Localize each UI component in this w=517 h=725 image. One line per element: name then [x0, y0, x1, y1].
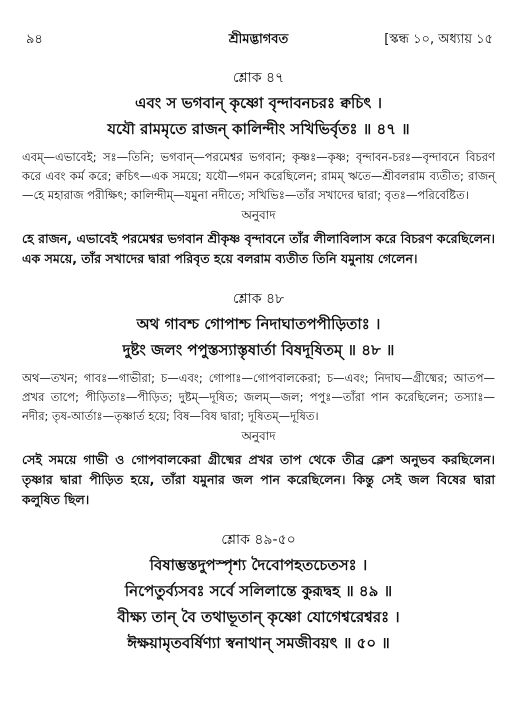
verse-line: বীক্ষ্য তান্ বৈ তথাভূতান্ কৃষ্ণো যোগেশ্বরেশ্বরঃ । [117, 608, 400, 626]
shloka-number: শ্লোক ৪৯-৫০ [221, 532, 296, 548]
verse-line: এবং স ভগবান্ কৃষ্ণো বৃন্দাবনচরঃ ক্বচিৎ । [135, 94, 382, 112]
page-number: ৯৪ [26, 32, 43, 47]
translation-text: সেই সময়ে গাভী ও গোপবালকেরা গ্রীষ্মের প্রখর তাপ থেকে তীব্র ক্লেশ অনুভব করছিলেন। তৃষ্ণার দ্বারা পীড়িত হয়ে, তাঁরা যমুনার জল পান করেছিলেন। কিন্তু সেই জল বিষের দ্বারা কলুষিত ছিল। [22, 452, 495, 507]
verse-line: অথ গাবশ্চ গোপাশ্চ নিদাঘাতপপীড়িতাঃ । [136, 315, 381, 333]
shloka-49-50-section [22, 528, 495, 656]
verse-line: যযৌ রামমৃতে রাজন্ কালিন্দীং সখিভির্বৃতঃ ॥ ৪৭ ॥ [107, 120, 410, 138]
verse-line: নিপেতুর্ব্যসবঃ সর্বে সলিলান্তে কুরূদ্বহ ॥ ৪৯ ॥ [124, 582, 393, 600]
verse-line: দুষ্টং জলং পপুস্তস্যাস্তৃষার্তা বিষদূষিতম্ ॥ ৪৮ ॥ [122, 341, 395, 359]
shloka-47-section [22, 66, 495, 269]
book-title: শ্রীমদ্ভাগবত [228, 32, 289, 47]
word-meanings: অথ—তখন; গাবঃ—গাভীরা; চ—এবং; গোপাঃ—গোপবালকেরা; চ—এবং; নিদাঘ—গ্রীষ্মের; আতপ—প্রখর তাপে; পীড়িতাঃ—পীড়িত; দুষ্টম্—দূষিত; জলম্—জল; পপুঃ—তাঁরা পান করেছিলেন; তস্যাঃ—নদীর; তৃষ-আর্তাঃ—তৃষ্ণার্ত হয়ে; বিষ—বিষ দ্বারা; দূষিতম্—দূষিত। [22, 371, 495, 423]
shloka-number: শ্লোক ৪৭ [232, 70, 285, 86]
verse-line: ঈক্ষয়ামৃতবর্ষিণ্যা স্বনাথান্ সমজীবয়ৎ ॥ ৫০ ॥ [127, 634, 390, 652]
verse-line: বিষাম্ভস্তদুপস্পৃশ্য দৈবোপহতচেতসঃ । [149, 556, 368, 574]
chapter-reference: [স্কন্ধ ১০, অধ্যায় ১৫ [384, 32, 493, 47]
running-header [22, 30, 495, 56]
translation-text: হে রাজন, এভাবেই পরমেশ্বর ভগবান শ্রীকৃষ্ণ বৃন্দাবনে তাঁর লীলাবিলাস করে বিচরণ করেছিলেন। এক সময়ে, তাঁর সখাদের দ্বারা পরিবৃত হয়ে বলরাম ব্যতীত তিনি যমুনায় গেলেন। [22, 231, 495, 266]
shloka-number: শ্লোক ৪৮ [232, 291, 285, 307]
translation-heading: অনুবাদ [241, 208, 276, 222]
shloka-48-section [22, 287, 495, 510]
translation-heading: অনুবাদ [241, 429, 276, 443]
word-meanings: এবম্—এভাবেই; সঃ—তিনি; ভগবান্—পরমেশ্বর ভগবান; কৃষ্ণঃ—কৃষ্ণ; বৃন্দাবন-চরঃ—বৃন্দাবনে বিচরণ করে এবং কর্ম করে; ক্বচিৎ—এক সময়ে; যযৌ—গমন করেছিলেন; রামম্ ঋতে—শ্রীবলরাম ব্যতীত; রাজন্—হে মহারাজ পরীক্ষিৎ; কালিন্দীম্—যমুনা নদীতে; সখিভিঃ—তাঁর সখাদের দ্বারা; বৃতঃ—পরিবেষ্টিত। [22, 150, 495, 202]
